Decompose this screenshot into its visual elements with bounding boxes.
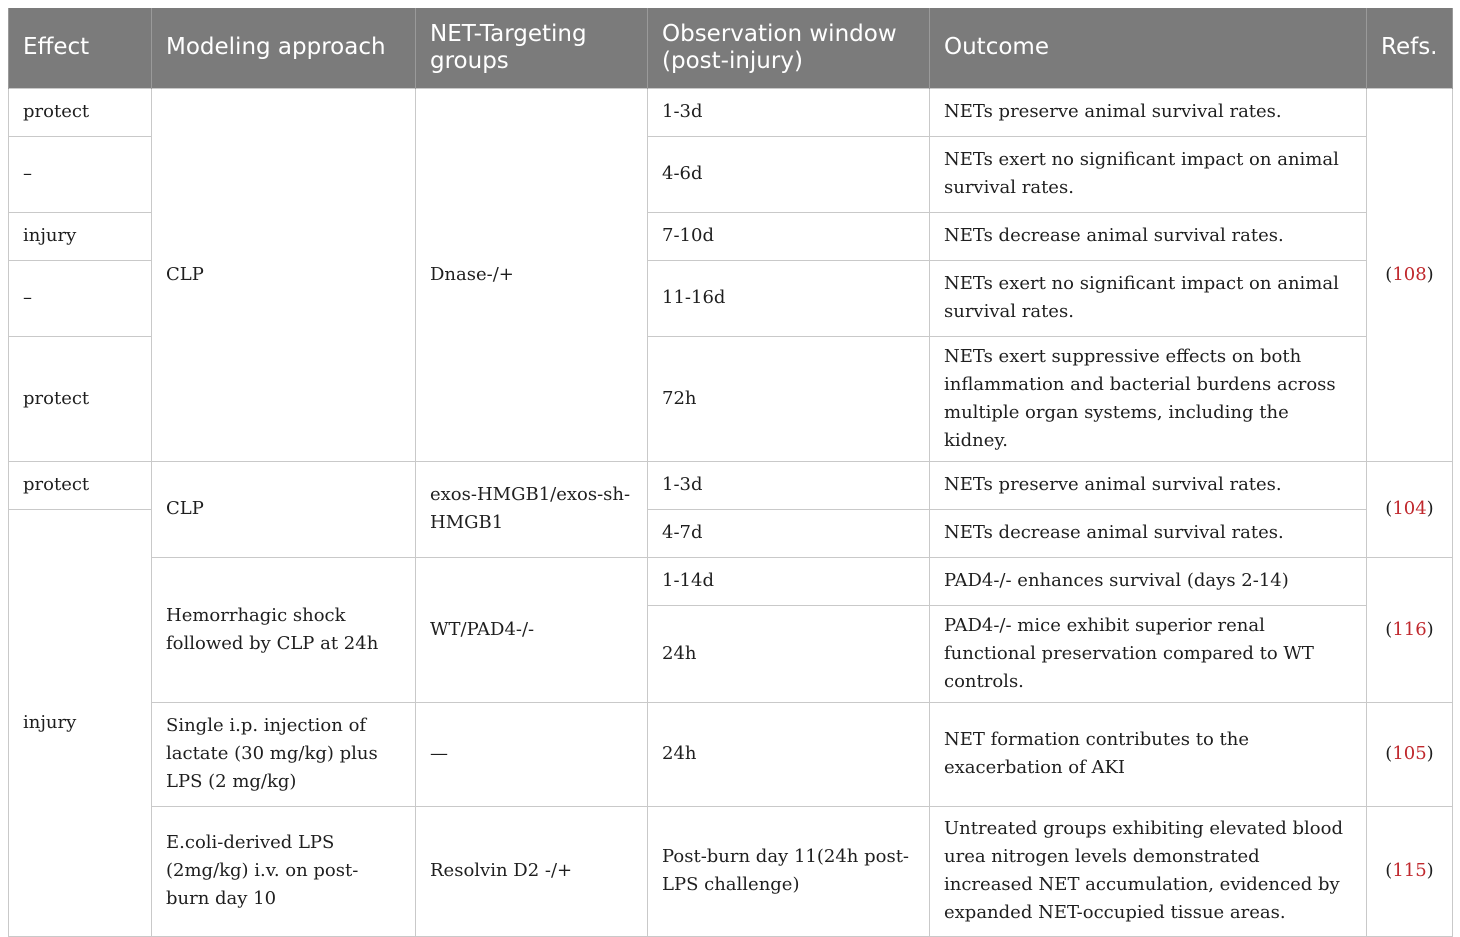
table-container: [8, 8, 1452, 937]
outcome-cell: PAD4-/- enhances survival (days 2-14): [930, 557, 1367, 605]
groups-cell: WT/PAD4-/-: [416, 557, 648, 702]
outcome-cell: Untreated groups exhibiting elevated blood urea nitrogen levels demonstrated increased NET accumulation, evidenced by expanded NET-occupied tissue areas.: [930, 806, 1367, 936]
groups-cell: exos-HMGB1/exos-sh-HMGB1: [416, 461, 648, 557]
header-effect: Effect: [9, 8, 152, 88]
ref-cell: (105): [1367, 702, 1453, 806]
modeling-cell: CLP: [152, 88, 416, 461]
modeling-cell: Single i.p. injection of lactate (30 mg/kg) plus LPS (2 mg/kg): [152, 702, 416, 806]
effect-cell: protect: [9, 88, 152, 136]
groups-cell: Resolvin D2 -/+: [416, 806, 648, 936]
ref-link[interactable]: 105: [1392, 743, 1427, 764]
table-row: [9, 461, 1453, 509]
outcome-cell: NETs exert no significant impact on animal survival rates.: [930, 260, 1367, 336]
groups-cell: Dnase-/+: [416, 88, 648, 461]
header-observation-window: Observation window (post-injury): [648, 8, 930, 88]
outcome-cell: NET formation contributes to the exacerbation of AKI: [930, 702, 1367, 806]
header-refs: Refs.: [1367, 8, 1453, 88]
modeling-cell: Hemorrhagic shock followed by CLP at 24h: [152, 557, 416, 702]
ref-link[interactable]: 115: [1392, 860, 1427, 881]
outcome-cell: NETs preserve animal survival rates.: [930, 88, 1367, 136]
ref-link[interactable]: 104: [1392, 498, 1427, 519]
effect-cell: protect: [9, 336, 152, 461]
header-modeling-approach: Modeling approach: [152, 8, 416, 88]
window-cell: 72h: [648, 336, 930, 461]
ref-cell: (115): [1367, 806, 1453, 936]
window-cell: 1-3d: [648, 461, 930, 509]
modeling-cell: E.coli-derived LPS (2mg/kg) i.v. on post-burn day 10: [152, 806, 416, 936]
outcome-cell: NETs decrease animal survival rates.: [930, 212, 1367, 260]
outcome-cell: NETs exert suppressive effects on both inflammation and bacterial burdens across multiple organ systems, including the kidney.: [930, 336, 1367, 461]
effect-cell: injury: [9, 212, 152, 260]
effect-cell: –: [9, 260, 152, 336]
groups-cell: —: [416, 702, 648, 806]
effect-cell: –: [9, 136, 152, 212]
ref-link[interactable]: 116: [1392, 618, 1427, 640]
table-header-row: [9, 8, 1453, 88]
modeling-cell: CLP: [152, 461, 416, 557]
window-cell: 24h: [648, 605, 930, 702]
effect-cell: injury: [9, 509, 152, 936]
table-row: [9, 557, 1453, 605]
window-cell: 4-7d: [648, 509, 930, 557]
header-outcome: Outcome: [930, 8, 1367, 88]
ref-cell: (104): [1367, 461, 1453, 557]
window-cell: 11-16d: [648, 260, 930, 336]
header-net-targeting-groups: NET-Targeting groups: [416, 8, 648, 88]
window-cell: 1-14d: [648, 557, 930, 605]
outcome-cell: NETs exert no significant impact on animal survival rates.: [930, 136, 1367, 212]
window-cell: Post-burn day 11(24h post-LPS challenge): [648, 806, 930, 936]
window-cell: 1-3d: [648, 88, 930, 136]
table-row: [9, 702, 1453, 806]
window-cell: 4-6d: [648, 136, 930, 212]
table-row: [9, 806, 1453, 936]
outcome-cell: PAD4-/- mice exhibit superior renal functional preservation compared to WT controls.: [930, 605, 1367, 702]
ref-link[interactable]: 108: [1392, 263, 1427, 285]
effect-cell: protect: [9, 461, 152, 509]
ref-cell: (116): [1367, 557, 1453, 702]
window-cell: 24h: [648, 702, 930, 806]
table-row: [9, 88, 1453, 136]
outcome-cell: NETs preserve animal survival rates.: [930, 461, 1367, 509]
ref-cell: (108): [1367, 88, 1453, 461]
outcome-cell: NETs decrease animal survival rates.: [930, 509, 1367, 557]
net-effects-table: [8, 8, 1453, 937]
window-cell: 7-10d: [648, 212, 930, 260]
